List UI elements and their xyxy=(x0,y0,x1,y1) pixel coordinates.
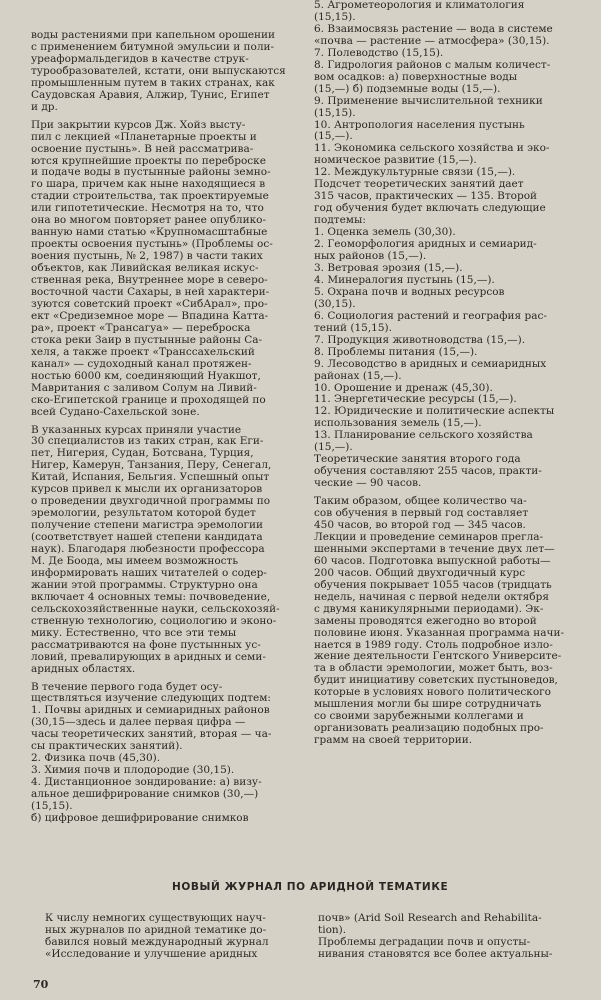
text-line: 9. Лесоводство в аридных и семиаридных xyxy=(314,357,547,370)
text-line: Саудовская Аравия, Алжир, Тунис, Египет xyxy=(31,88,270,101)
text-line: проекты освоения пустынь» (Проблемы ос- xyxy=(31,238,273,251)
text-line: М. Де Боода, мы имеем возможность xyxy=(31,554,239,567)
text-line: ных районов (15,—). xyxy=(314,250,427,263)
text-line: ект «Средиземное море — Впадина Катта- xyxy=(31,309,269,322)
text-line: наук). Благодаря любезности профессора xyxy=(31,543,265,556)
text-line: tion). xyxy=(318,924,347,936)
text-line: нается в 1989 году. Столь подробное изло- xyxy=(314,638,553,651)
text-line: всей Судано-Сахельской зоне. xyxy=(31,405,200,418)
text-line: Мавритания с заливом Солум на Ливий- xyxy=(31,381,257,394)
text-line: тений (15,15). xyxy=(314,321,392,334)
text-line: го шара, причем как ныне находящиеся в xyxy=(31,178,266,191)
text-line: ственную технологию, социологию и эконо- xyxy=(31,614,277,627)
text-line: (15,—) б) подземные воды (15,—). xyxy=(314,82,501,95)
text-line: которые в условиях нового политического xyxy=(314,686,551,699)
text-line: турообразователей, кстати, они выпускаются xyxy=(31,64,286,77)
text-line: жании этой программы. Структурно она xyxy=(31,578,258,591)
text-line: 4. Дистанционное зондирование: а) визу- xyxy=(31,776,262,789)
text-line: (30,15—здесь и далее первая цифра — xyxy=(31,716,246,729)
text-line: воды растениями при капельном орошении xyxy=(31,29,276,41)
text-line: К числу немногих существующих науч- xyxy=(45,912,266,924)
text-line: «почва — растение — атмосфера» (30,15). xyxy=(314,34,550,47)
text-line: Лекции и проведение семинаров прегла- xyxy=(314,530,544,543)
text-line: или гипотетические. Несмотря на то, что xyxy=(31,202,264,215)
text-line: ра», проект «Трансагуа» — переброска xyxy=(31,321,251,334)
text-line: пил с лекцией «Планетарные проекты и xyxy=(31,130,257,143)
text-line: уреаформальдегидов в качестве струк- xyxy=(31,52,249,65)
text-line: организовать реализацию подобных про- xyxy=(314,722,544,735)
text-line: шенными экспертами в течение двух лет— xyxy=(314,542,555,555)
text-line: с двумя каникулярными периодами). Эк- xyxy=(314,602,544,615)
text-line: 10. Антропология населения пустынь xyxy=(314,118,525,131)
text-line: восточной части Сахары, в ней характери- xyxy=(31,286,270,299)
text-line: промышленным путем в таких странах, как xyxy=(31,76,275,89)
text-line: Теоретические занятия второго года xyxy=(314,453,521,466)
text-line: ются крупнейшие проекты по переброске xyxy=(31,154,266,167)
text-line: бавился новый международный журнал xyxy=(45,936,269,948)
text-line: мику. Естественно, что все эти темы xyxy=(31,626,237,639)
text-line: альное дешифрирование снимков (30,—) xyxy=(31,788,259,801)
text-line: 3. Химия почв и плодородие (30,15). xyxy=(31,764,235,777)
text-line: зуются советский проект «СибАрал», про- xyxy=(31,297,268,310)
text-line: подтемы: xyxy=(314,214,366,227)
text-line: Подсчет теоретических занятий дает xyxy=(314,178,524,191)
text-line: 11. Энергетические ресурсы (15,—). xyxy=(314,393,517,406)
text-line: почв» (Arid Soil Research and Rehabilita- xyxy=(318,912,542,924)
text-line: 30 специалистов из таких стран, как Еги- xyxy=(31,435,264,448)
text-line: (соответствует нашей степени кандидата xyxy=(31,531,263,544)
text-line: объектов, как Ливийская великая искус- xyxy=(31,262,259,275)
text-line: ществляться изучение следующих подтем: xyxy=(31,692,271,705)
text-line: и др. xyxy=(31,100,58,113)
text-line: стока реки Заир в пустынные районы Са- xyxy=(31,333,263,346)
text-line: районах (15,—). xyxy=(314,369,402,382)
text-line: 5. Агрометеорология и климатология xyxy=(314,0,525,11)
text-line: грамм на своей территории. xyxy=(314,734,473,747)
text-line: 9. Применение вычислительной техники xyxy=(314,94,543,107)
text-line: со своими зарубежными коллегами и xyxy=(314,710,524,723)
text-line: год обучения будет включать следующие xyxy=(314,202,546,215)
text-line: В течение первого года будет осу- xyxy=(31,680,223,693)
text-line: 200 часов. Общий двухгодичный курс xyxy=(314,566,526,579)
text-line: ственная река, Внутреннее море в северо- xyxy=(31,274,268,287)
text-line: (15,—). xyxy=(314,130,353,143)
text-line: о проведении двухгодичной программы по xyxy=(31,495,271,508)
text-line: «Исследование и улучшение аридных xyxy=(45,948,258,960)
text-line: Китай, Испания, Бельгия. Успешный опыт xyxy=(31,471,270,484)
text-line: обучения покрывает 1055 часов (тридцать xyxy=(314,578,552,591)
text-line: 3. Ветровая эрозия (15,—). xyxy=(314,261,463,274)
text-line: сы практических занятий). xyxy=(31,740,183,753)
text-line: недель, начиная с первой недели октября xyxy=(314,590,549,603)
text-line: б) цифровое дешифрирование снимков xyxy=(31,812,249,824)
text-line: ловий, превалирующих в аридных и семи- xyxy=(31,650,266,663)
text-line: будит инициативу советских пустыноведов, xyxy=(314,674,558,687)
text-line: 12. Юридические и политические аспекты xyxy=(314,405,555,418)
text-line: 8. Гидрология районов с малым количест- xyxy=(314,58,551,71)
text-line: сов обучения в первый год составляет xyxy=(314,507,529,520)
text-line: 1. Почвы аридных и семиаридных районов xyxy=(31,704,270,717)
text-line: (15,—). xyxy=(314,441,353,454)
text-line: ческие — 90 часов. xyxy=(314,477,422,490)
text-line: обучения составляют 255 часов, практи- xyxy=(314,465,542,478)
text-line: эремологии, результатом которой будет xyxy=(31,507,256,520)
text-line: 1. Оценка земель (30,30). xyxy=(314,226,456,239)
text-line: включает 4 основных темы: почвоведение, xyxy=(31,590,271,603)
text-line: получение степени магистра эремологии xyxy=(31,519,264,532)
text-line: 6. Взаимосвязь растение — вода в системе xyxy=(314,22,553,35)
text-line: канал» — судоходный канал протяжен- xyxy=(31,357,252,370)
text-line: (15,15). xyxy=(31,800,73,813)
text-line: ностью 6000 км, соединяющий Нуакшот, xyxy=(31,369,261,382)
text-line: хеля, а также проект «Транссахельский xyxy=(31,345,255,358)
text-line: рассматриваются на фоне пустынных ус- xyxy=(31,638,261,651)
page-number: 70 xyxy=(33,978,49,991)
text-line: вом осадков: а) поверхностные воды xyxy=(314,70,518,83)
text-line: информировать наших читателей о содер- xyxy=(31,566,267,579)
text-line: курсов привел к мысли их организаторов xyxy=(31,483,263,496)
text-line: 2. Физика почв (45,30). xyxy=(31,752,161,765)
text-line: 8. Проблемы питания (15,—). xyxy=(314,345,478,358)
text-line: аридных областях. xyxy=(31,662,136,675)
text-line: 7. Продукция животноводства (15,—). xyxy=(314,333,526,346)
text-line: Таким образом, общее количество ча- xyxy=(314,495,527,508)
text-line: 5. Охрана почв и водных ресурсов xyxy=(314,285,505,298)
text-line: ско-Египетской границе и проходящей по xyxy=(31,393,266,406)
text-line: 11. Экономика сельского хозяйства и эко- xyxy=(314,142,550,155)
text-line: и подаче воды в пустынные районы земно- xyxy=(31,166,271,179)
text-line: Проблемы деградации почв и опусты- xyxy=(318,936,531,948)
text-line: нивания становятся все более актуальны- xyxy=(318,948,553,960)
text-line: 6. Социология растений и география рас- xyxy=(314,309,547,322)
text-line: (30,15). xyxy=(314,297,356,310)
right-text-column xyxy=(314,0,584,747)
text-line: 60 часов. Подготовка выпускной работы— xyxy=(314,554,551,567)
text-line: та в области эремологии, может быть, воз- xyxy=(314,662,553,675)
text-line: номическое развитие (15,—). xyxy=(314,154,477,167)
text-line: мышления могли бы шире сотрудничать xyxy=(314,698,542,711)
text-line: 10. Орошение и дренаж (45,30). xyxy=(314,381,493,394)
text-line: (15,15). xyxy=(314,106,356,119)
text-line: ванную нами статью «Крупномасштабные xyxy=(31,226,268,239)
text-line: 4. Минералогия пустынь (15,—). xyxy=(314,273,495,286)
text-line: освоение пустынь». В ней рассматрива- xyxy=(31,142,254,155)
text-line: 13. Планирование сельского хозяйства xyxy=(314,429,533,442)
text-line: часы теоретических занятий, вторая — ча- xyxy=(31,728,272,741)
text-line: В указанных курсах приняли участие xyxy=(31,423,242,436)
text-line: использования земель (15,—). xyxy=(314,417,482,430)
text-line: (15,15). xyxy=(314,10,356,23)
text-line: сельскохозяйственные науки, сельскохозяй- xyxy=(31,602,280,615)
text-line: замены проводятся ежегодно во второй xyxy=(314,614,537,627)
text-line: стадии строительства, так проектируемые xyxy=(31,190,269,203)
text-line: При закрытии курсов Дж. Хойз высту- xyxy=(31,118,246,131)
section-heading: НОВЫЙ ЖУРНАЛ ПО АРИДНОЙ ТЕМАТИКЕ xyxy=(172,881,449,893)
text-line: с применением битумной эмульсии и поли- xyxy=(31,40,275,53)
text-line: 450 часов, во второй год — 345 часов. xyxy=(314,518,526,531)
text-line: 12. Междукультурные связи (15,—). xyxy=(314,166,516,179)
text-line: жение деятельности Гентского Университе- xyxy=(314,650,562,663)
text-line: воения пустынь, № 2, 1987) в части таких xyxy=(31,250,263,263)
new-journal-text-left xyxy=(45,912,269,960)
new-journal-text-right xyxy=(318,912,552,960)
text-line: Нигер, Камерун, Танзания, Перу, Сенегал, xyxy=(31,459,272,472)
left-text-column xyxy=(31,30,303,825)
text-line: пет, Нигерия, Судан, Ботсвана, Турция, xyxy=(31,447,254,460)
text-line: 2. Геоморфология аридных и семиарид- xyxy=(314,238,537,251)
text-line: ных журналов по аридной тематике до- xyxy=(45,924,267,936)
text-line: она во многом повторяет ранее опублико- xyxy=(31,214,267,227)
text-line: половине июня. Указанная программа начи- xyxy=(314,626,565,639)
text-line: 315 часов, практических — 135. Второй xyxy=(314,190,538,203)
text-line: 7. Полеводство (15,15). xyxy=(314,46,444,59)
